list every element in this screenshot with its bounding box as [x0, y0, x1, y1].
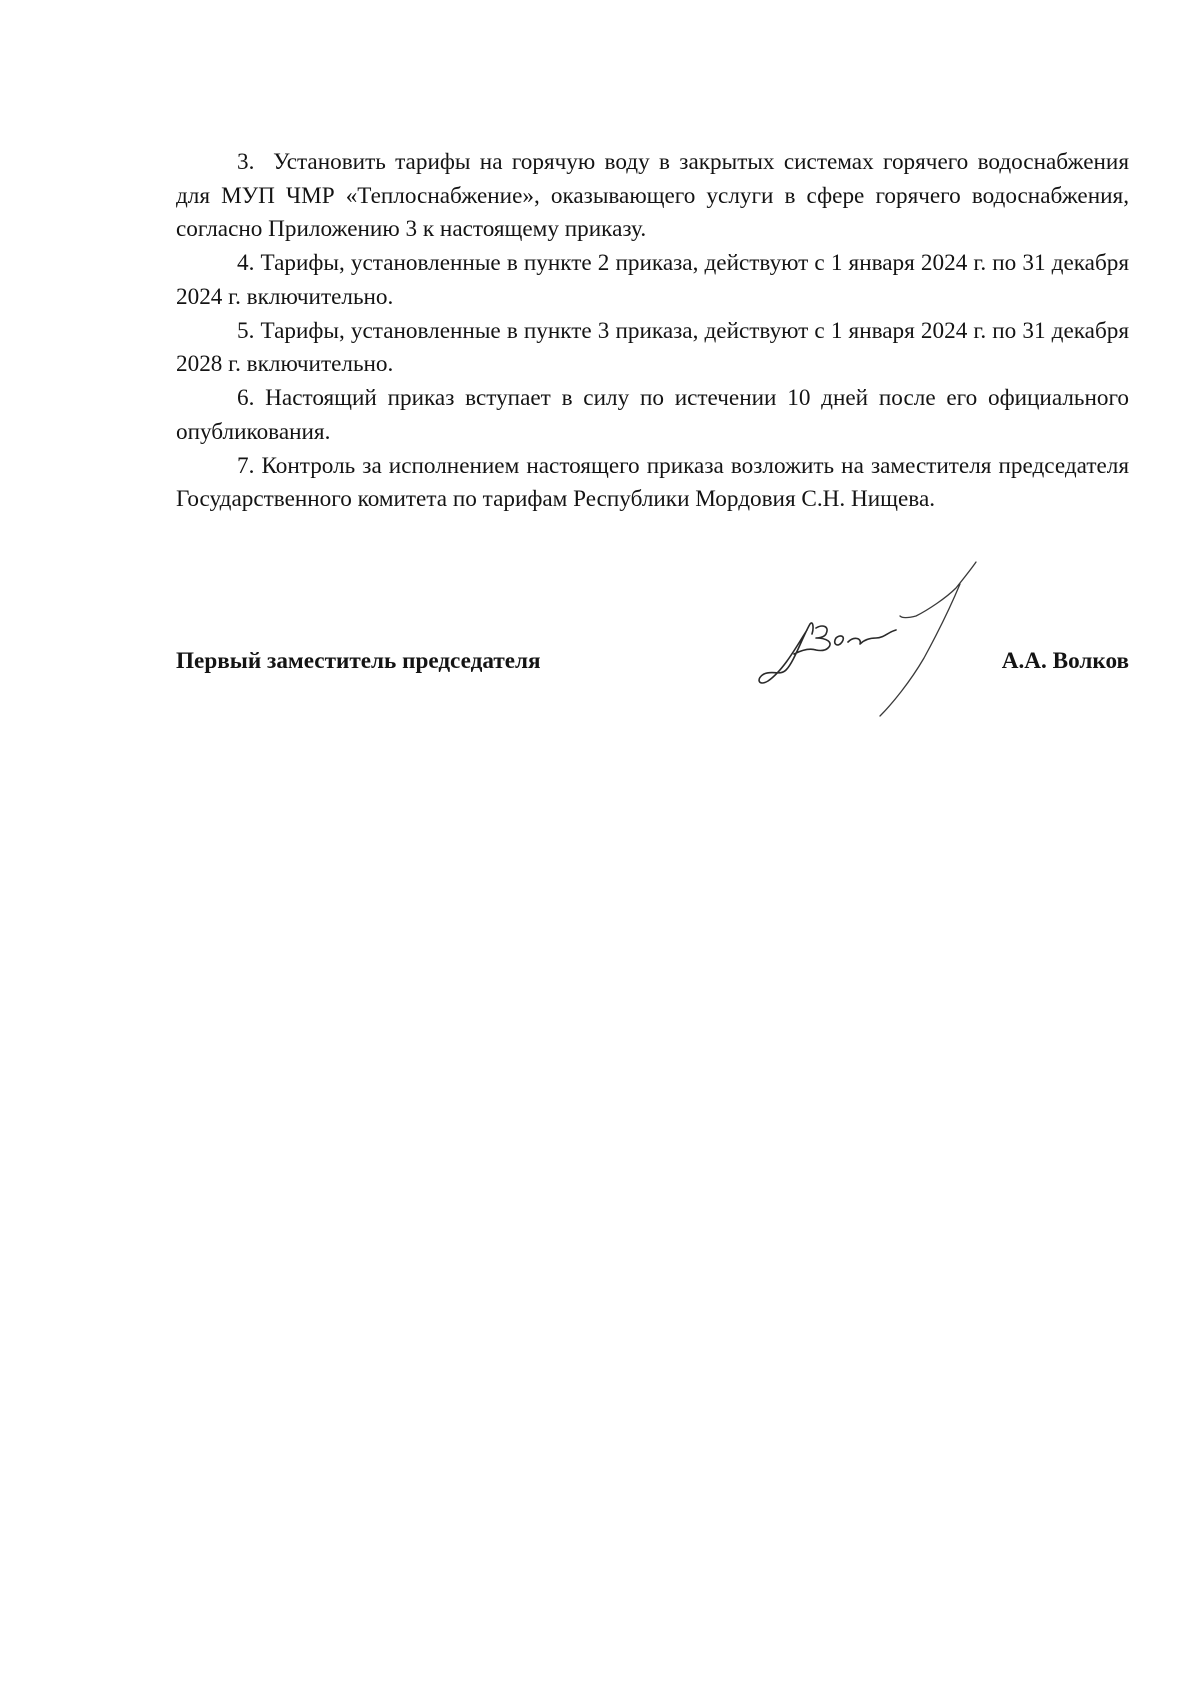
paragraph-text: Контроль за исполнением настоящего приказа возложить на заместителя председателя Государственного комитета по тарифам Республики Мордовия С.Н. Нищева. [176, 452, 1130, 513]
paragraph-text: Тарифы, установленные в пункте 3 приказа, действуют с 1 января 2024 г. по 31 декабря 2028 г. включительно. [176, 317, 1130, 378]
paragraph-3 [176, 146, 1129, 247]
paragraph-text: Настоящий приказ вступает в силу по истечении 10 дней после его официального опубликования. [176, 385, 1129, 445]
paragraph-6 [176, 382, 1129, 449]
paragraph-number: 5. [237, 317, 255, 344]
paragraph-5 [176, 315, 1129, 382]
paragraph-4 [176, 247, 1129, 314]
paragraph-7 [176, 450, 1129, 517]
paragraph-text: Установить тарифы на горячую воду в закрытых системах горячего водоснабжения для МУП ЧМР «Теплоснабжение», оказывающего услуги в сфере горячего водоснабжения, согласно Приложению 3 к настоящему приказу. [176, 149, 1130, 242]
document-body [176, 146, 1129, 517]
paragraph-number: 3. [237, 149, 255, 175]
signatory-name: А.А. Волков [1001, 648, 1129, 674]
paragraph-number: 6. [237, 385, 255, 412]
handwritten-signature [750, 558, 1080, 733]
paragraph-number: 4. [237, 250, 255, 277]
signatory-title: Первый заместитель председателя [176, 648, 541, 674]
signature-block [176, 648, 1129, 688]
paragraph-text: Тарифы, установленные в пункте 2 приказа, действуют с 1 января 2024 г. по 31 декабря 2024 г. включительно. [176, 250, 1130, 310]
paragraph-number: 7. [237, 452, 255, 479]
